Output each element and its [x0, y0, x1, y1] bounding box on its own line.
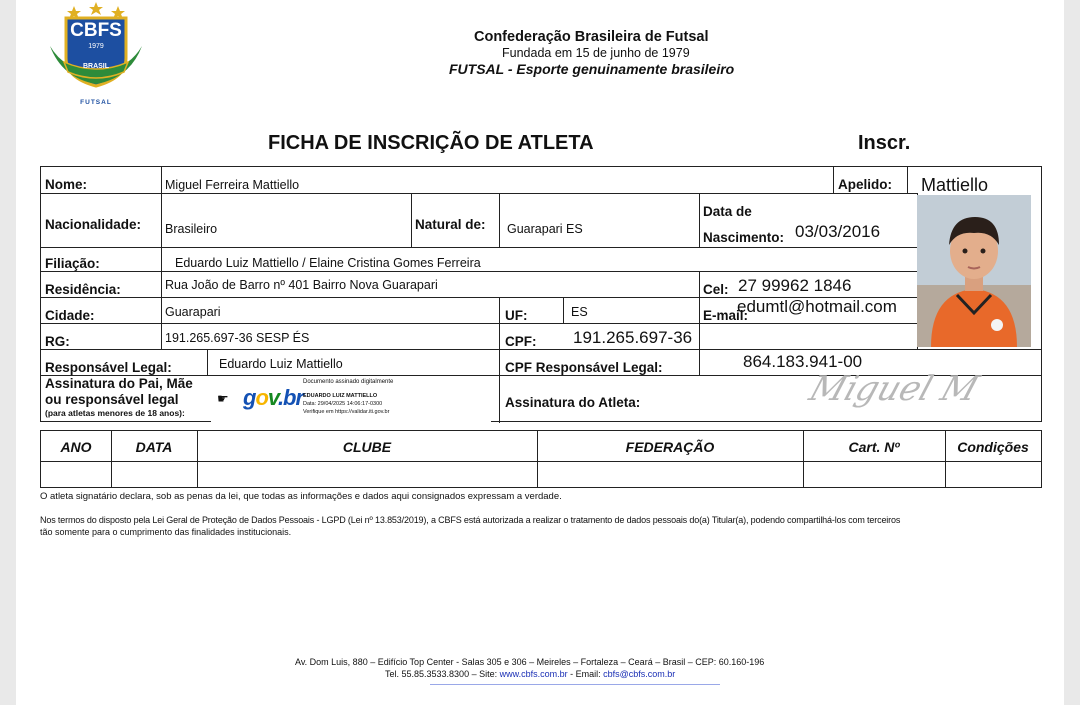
cidade-value: Guarapari [165, 305, 221, 319]
govbr-signature-stamp [211, 377, 491, 423]
inscr-label: Inscr. [858, 132, 911, 154]
email-label: E-mail: [703, 308, 749, 323]
lgpd-text-2: tão somente para o cumprimento das finalidades institucionais. [40, 527, 292, 537]
nome-label: Nome: [45, 177, 88, 192]
col-federacao: FEDERAÇÃO [625, 439, 715, 455]
document-page [16, 0, 1064, 705]
footer-email-sep: - Email: [567, 669, 604, 679]
cpf-value: 191.265.697-36 [573, 328, 693, 347]
responsavel-label: Responsável Legal: [45, 360, 172, 375]
govbr-logo: gov.br [243, 385, 304, 410]
col-clube: CLUBE [342, 439, 392, 455]
filiacao-label: Filiação: [45, 256, 100, 271]
col-cart: Cart. Nº [848, 439, 900, 455]
apelido-value: Mattiello [921, 175, 989, 195]
rg-label: RG: [45, 334, 70, 349]
nacionalidade-value: Brasileiro [165, 222, 218, 236]
cel-value: 27 99962 1846 [738, 276, 852, 295]
natural-label: Natural de: [415, 217, 486, 232]
uf-label: UF: [505, 308, 528, 323]
apelido-label: Apelido: [838, 177, 892, 192]
nacionalidade-label: Nacionalidade: [45, 217, 142, 232]
footer-site-link[interactable]: www.cbfs.com.br [499, 669, 568, 679]
cpf-responsavel-label: CPF Responsável Legal: [505, 360, 663, 375]
govbr-line-1: Documento assinado digitalmente [303, 379, 394, 385]
nascimento-label-1: Data de [703, 204, 752, 219]
logo-country: BRASIL [82, 63, 110, 70]
rg-value: 191.265.697-36 SESP ÉS [165, 331, 310, 345]
pointer-hand-icon: ☛ [217, 391, 229, 406]
nascimento-label-2: Nascimento: [703, 230, 785, 245]
boy-portrait-icon [917, 195, 1031, 347]
assinatura-pai-label-1: Assinatura do Pai, Mãe [45, 376, 193, 391]
assinatura-pai-label-2: ou responsável legal [45, 392, 179, 407]
govbr-line-2: EDUARDO LUIZ MATTIELLO [303, 393, 378, 399]
cbfs-shield-icon [44, 0, 148, 110]
assinatura-pai-label-3: (para atletas menores de 18 anos): [45, 408, 185, 418]
footer-contact [385, 669, 675, 679]
club-history-table [40, 430, 1042, 488]
athlete-signature: Miguel M [804, 369, 984, 409]
cel-label: Cel: [703, 282, 729, 297]
col-ano: ANO [60, 439, 92, 455]
govbr-line-3: Data: 29/04/2025 14:06:17-0300 [303, 401, 383, 407]
footer-rule [430, 684, 720, 685]
footer-tel: Tel. 55.85.3533.8300 – Site: [385, 669, 500, 679]
declaration-text: O atleta signatário declara, sob as penas da lei, que todas as informações e dados aqui consignados expressam a verdade. [40, 491, 562, 502]
assinatura-atleta-label: Assinatura do Atleta: [505, 395, 641, 410]
athlete-photo [917, 195, 1031, 347]
logo-text: CBFS [70, 20, 122, 41]
cbfs-logo [44, 0, 148, 110]
org-name: Confederação Brasileira de Futsal [474, 29, 709, 45]
lgpd-text-1: Nos termos do disposto pela Lei Geral de Proteção de Dados Pessoais - LGPD (Lei nº 13.853/2019), a CBFS está autorizada a realizar o tratamento de dados pessoais do(a) Titular(a), podendo compartilhá-los com terceiros [40, 515, 901, 525]
email-value: edumtl@hotmail.com [737, 297, 897, 316]
govbr-line-4: Verifique em https://validar.iti.gov.br [303, 409, 390, 415]
logo-year: 1979 [88, 43, 104, 50]
cpf-label: CPF: [505, 334, 537, 349]
natural-value: Guarapari ES [507, 222, 583, 236]
footer-email-link[interactable]: cbfs@cbfs.com.br [603, 669, 676, 679]
form-title: FICHA DE INSCRIÇÃO DE ATLETA [268, 132, 594, 154]
residencia-value: Rua João de Barro nº 401 Bairro Nova Guarapari [165, 278, 438, 292]
responsavel-value: Eduardo Luiz Mattiello [219, 357, 343, 371]
nome-value: Miguel Ferreira Mattiello [165, 178, 300, 192]
logo-sub: FUTSAL [80, 99, 112, 106]
cidade-label: Cidade: [45, 308, 95, 323]
cpf-responsavel-value: 864.183.941-00 [743, 352, 863, 371]
motto-text: FUTSAL - Esporte genuinamente brasileiro [449, 61, 735, 77]
uf-value: ES [571, 305, 588, 319]
nascimento-value: 03/03/2016 [795, 222, 881, 241]
col-data: DATA [135, 439, 173, 455]
footer-address: Av. Dom Luis, 880 – Edifício Top Center - Salas 305 e 306 – Meireles – Fortaleza – Ceará – Brasil – CEP: 60.160-196 [295, 657, 765, 667]
founded-text: Fundada em 15 de junho de 1979 [502, 46, 690, 60]
registration-form [40, 166, 1042, 422]
residencia-label: Residência: [45, 282, 121, 297]
col-condicoes: Condições [957, 439, 1029, 455]
filiacao-value: Eduardo Luiz Mattiello / Elaine Cristina Gomes Ferreira [175, 256, 481, 270]
